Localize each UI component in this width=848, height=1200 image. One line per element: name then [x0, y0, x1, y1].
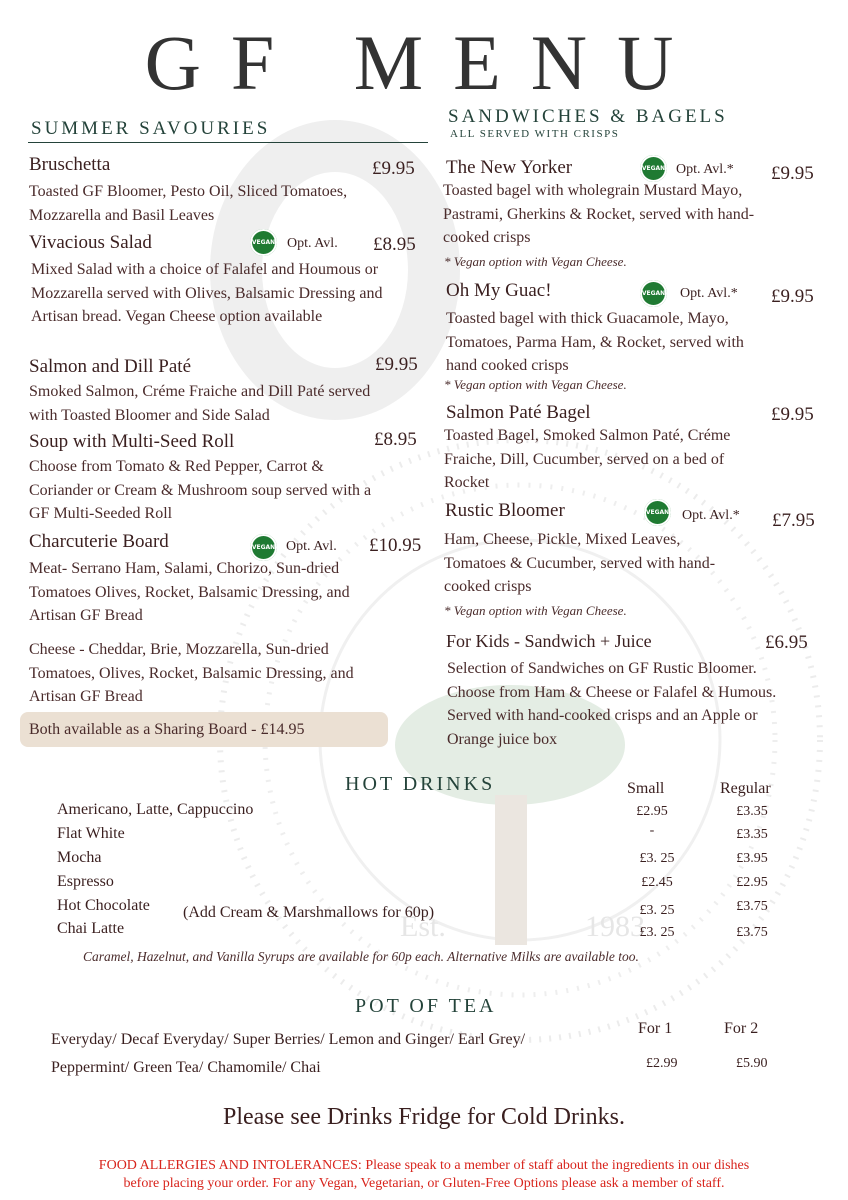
- menu-item-name: Vivacious Salad: [29, 232, 152, 253]
- option-available: Opt. Avl.*: [682, 508, 740, 523]
- vegan-icon: VEGAN: [640, 280, 667, 307]
- summer-heading: SUMMER SAVOURIES: [31, 118, 271, 139]
- allergy-notice-line-1: FOOD ALLERGIES AND INTOLERANCES: Please speak to a member of staff about the ingredients in our dishes: [98, 1158, 750, 1173]
- menu-item-desc: Choose from Tomato & Red Pepper, Carrot & Coriander or Cream & Mushroom soup served with a GF Multi-Seeded Roll: [29, 458, 372, 522]
- drink-name: Hot Chocolate: [57, 897, 150, 914]
- drink-price-regular: £3.35: [736, 827, 768, 842]
- drink-name: Flat White: [57, 825, 125, 842]
- menu-item-price: £9.95: [375, 354, 418, 375]
- cold-drinks-notice: Please see Drinks Fridge for Cold Drinks.: [223, 1104, 625, 1130]
- menu-item-name: Charcuterie Board: [29, 531, 169, 552]
- menu-item-desc-2: Cheese - Cheddar, Brie, Mozzarella, Sun-dried Tomatoes, Olives, Rocket, Balsamic Dressing, and Artisan GF Bread: [29, 641, 354, 705]
- vegan-note: * Vegan option with Vegan Cheese.: [444, 254, 627, 269]
- drink-price-regular: £2.95: [736, 875, 768, 890]
- vegan-icon: VEGAN: [644, 499, 671, 526]
- drink-price-regular: £3.35: [736, 804, 768, 819]
- drink-price-small: £2.95: [636, 804, 668, 819]
- drink-price-small: £2.45: [641, 875, 673, 890]
- watermark-year: 1983: [585, 910, 645, 943]
- sandwiches-subheading: ALL SERVED WITH CRISPS: [450, 128, 620, 140]
- option-available: Opt. Avl.: [286, 539, 337, 554]
- menu-item-price: £9.95: [771, 404, 814, 425]
- option-available: Opt. Avl.*: [676, 162, 734, 177]
- menu-item-price: £8.95: [373, 234, 416, 255]
- vegan-note: * Vegan option with Vegan Cheese.: [444, 603, 627, 618]
- menu-item-name: Salmon Paté Bagel: [446, 402, 591, 423]
- menu-item-name: The New Yorker: [446, 157, 573, 178]
- page-title: GF MENU: [144, 19, 704, 106]
- menu-item-desc: Toasted bagel with thick Guacamole, Mayo, Tomatoes, Parma Ham, & Rocket, served with hand cooked crisps: [446, 310, 744, 374]
- drink-price-regular: £3.95: [736, 851, 768, 866]
- menu-item-name: Oh My Guac!: [446, 280, 552, 301]
- drink-price-small: £3. 25: [639, 851, 675, 866]
- watermark-est: Est.: [400, 910, 446, 943]
- menu-item-name: Rustic Bloomer: [445, 500, 565, 521]
- syrups-note: Caramel, Hazelnut, and Vanilla Syrups are available for 60p each. Alternative Milks are available too.: [83, 949, 639, 964]
- tea-heading: POT OF TEA: [355, 995, 497, 1017]
- tea-price-for-1: £2.99: [646, 1056, 678, 1071]
- tea-flavours-line-2: Peppermint/ Green Tea/ Chamomile/ Chai: [51, 1059, 321, 1076]
- menu-item-desc: Ham, Cheese, Pickle, Mixed Leaves, Tomatoes & Cucumber, served with hand-cooked crisps: [444, 531, 716, 595]
- allergy-notice-line-2: before placing your order. For any Vegan, Vegetarian, or Gluten-Free Options please ask a member of staff.: [123, 1176, 725, 1191]
- drink-price-small: £3. 25: [639, 903, 675, 918]
- drink-price-regular: £3.75: [736, 899, 768, 914]
- menu-item-price: £8.95: [374, 429, 417, 450]
- drink-name: Americano, Latte, Cappuccino: [57, 801, 254, 818]
- menu-item-desc: Toasted GF Bloomer, Pesto Oil, Sliced Tomatoes, Mozzarella and Basil Leaves: [29, 183, 348, 224]
- vegan-icon: VEGAN: [640, 155, 667, 182]
- menu-item-price: £9.95: [372, 158, 415, 179]
- menu-item-name: For Kids - Sandwich + Juice: [446, 631, 652, 651]
- vegan-icon: VEGAN: [250, 534, 277, 561]
- menu-item-price: £6.95: [765, 632, 808, 653]
- sandwiches-heading: SANDWICHES & BAGELS: [448, 106, 728, 127]
- menu-item-price: £9.95: [771, 286, 814, 307]
- col-header-small: Small: [627, 780, 665, 797]
- summer-heading-underline: [28, 142, 428, 143]
- menu-item-price: £9.95: [771, 163, 814, 184]
- sharing-board-text: Both available as a Sharing Board - £14.95: [29, 721, 305, 738]
- menu-item-desc: Smoked Salmon, Créme Fraiche and Dill Paté served with Toasted Bloomer and Side Salad: [29, 383, 371, 424]
- drink-price-regular: £3.75: [736, 925, 768, 940]
- drink-price-small: -: [649, 823, 655, 838]
- drink-extra: (Add Cream & Marshmallows for 60p): [183, 904, 435, 921]
- menu-item-desc: Toasted Bagel, Smoked Salmon Paté, Créme Fraiche, Dill, Cucumber, served on a bed of Rocket: [444, 427, 731, 491]
- tea-price-for-2: £5.90: [736, 1056, 768, 1071]
- menu-item-desc: Toasted bagel with wholegrain Mustard Mayo, Pastrami, Gherkins & Rocket, served with hand-cooked crisps: [443, 182, 755, 246]
- vegan-icon: VEGAN: [250, 229, 277, 256]
- col-header-regular: Regular: [720, 780, 771, 797]
- menu-item-name: Salmon and Dill Paté: [29, 356, 192, 377]
- menu-item-price: £10.95: [369, 535, 422, 556]
- tea-col-for-2: For 2: [724, 1020, 759, 1037]
- menu-item-price: £7.95: [772, 510, 815, 531]
- vegan-note: * Vegan option with Vegan Cheese.: [444, 377, 627, 392]
- drink-name: Mocha: [57, 849, 102, 866]
- tea-col-for-1: For 1: [638, 1020, 673, 1037]
- tea-flavours-line-1: Everyday/ Decaf Everyday/ Super Berries/ Lemon and Ginger/ Earl Grey/: [51, 1031, 526, 1048]
- option-available: Opt. Avl.: [287, 236, 338, 251]
- option-available: Opt. Avl.*: [680, 286, 738, 301]
- menu-item-desc: Selection of Sandwiches on GF Rustic Bloomer. Choose from Ham & Cheese or Falafel & Humous. Served with hand-cooked crisps and an Apple or Orange juice box: [447, 660, 777, 748]
- drink-name: Espresso: [57, 873, 114, 890]
- menu-item-name: Soup with Multi-Seed Roll: [29, 431, 235, 452]
- drink-name: Chai Latte: [57, 920, 125, 937]
- menu-item-desc: Meat- Serrano Ham, Salami, Chorizo, Sun-dried Tomatoes Olives, Rocket, Balsamic Dressing, and Artisan GF Bread: [29, 560, 350, 624]
- menu-item-name: Bruschetta: [29, 154, 111, 175]
- menu-item-desc: Mixed Salad with a choice of Falafel and Houmous or Mozzarella served with Olives, Balsamic Dressing and Artisan bread. Vegan Cheese option available: [31, 261, 383, 325]
- drink-price-small: £3. 25: [639, 925, 675, 940]
- hot-drinks-heading: HOT DRINKS: [345, 773, 496, 795]
